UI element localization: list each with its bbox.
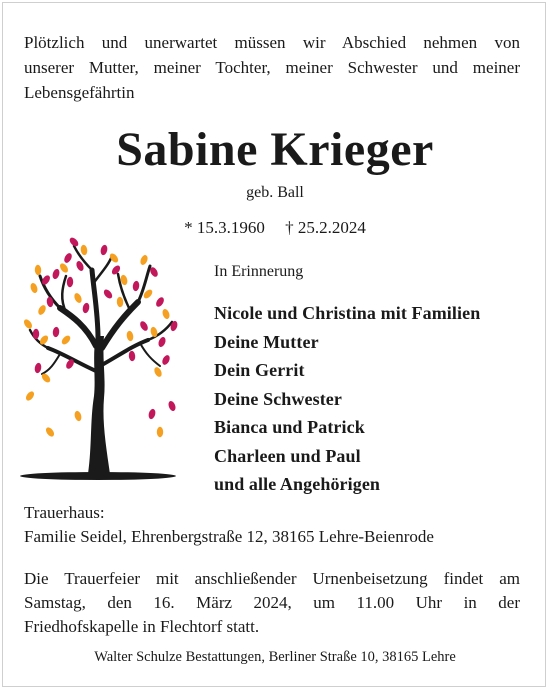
- leaf-icon: [73, 292, 83, 304]
- memory-heading: In Erinnerung: [214, 263, 304, 280]
- leaf-icon: [52, 326, 59, 337]
- service-line: Die Trauerfeier mit anschließender Urnenbeisetzung findet am: [24, 569, 520, 588]
- leaf-icon: [157, 427, 163, 437]
- leaf-icon: [82, 302, 90, 314]
- mourning-house-address: Familie Seidel, Ehrenbergstraße 12, 38165 Lehre-Beienrode: [24, 527, 434, 546]
- leaf-icon: [116, 297, 123, 308]
- leaf-icon: [24, 390, 35, 402]
- mourner-entry: Deine Schwester: [214, 388, 342, 409]
- leaf-icon: [154, 296, 165, 308]
- leaf-icon: [102, 288, 114, 300]
- deceased-name: Sabine Krieger: [116, 123, 434, 176]
- undertaker-info: Walter Schulze Bestattungen, Berliner Straße 10, 38165 Lehre: [94, 649, 456, 665]
- service-line: Friedhofskapelle in Flechtorf statt.: [24, 617, 260, 636]
- leaf-icon: [60, 334, 72, 346]
- leaf-icon: [35, 265, 42, 276]
- intro-text: [24, 30, 520, 105]
- mourners-list: [214, 299, 480, 499]
- mourner-entry: und alle Angehörigen: [214, 474, 381, 494]
- leaf-icon: [37, 304, 48, 316]
- mourner-entry: Charleen und Paul: [214, 445, 361, 466]
- service-info: [24, 567, 520, 639]
- leaf-icon: [132, 280, 140, 291]
- death-date: † 25.2.2024: [285, 218, 366, 237]
- birth-date: * 15.3.1960: [184, 218, 265, 237]
- leaf-icon: [161, 354, 171, 366]
- mourner-entry: Nicole und Christina mit Familien: [214, 303, 481, 323]
- leaf-icon: [44, 426, 55, 438]
- leaf-icon: [80, 244, 88, 255]
- leaf-icon: [29, 282, 38, 294]
- leaf-icon: [73, 410, 82, 422]
- leaf-icon: [157, 336, 167, 348]
- leaf-icon: [147, 408, 156, 420]
- intro-line: unserer Mutter, meiner Tochter, meiner Schwester und meiner: [24, 58, 520, 77]
- leaf-icon: [153, 366, 163, 378]
- leaf-icon: [34, 362, 42, 373]
- leaf-icon: [167, 400, 177, 412]
- tree-with-falling-leaves-icon: [20, 236, 190, 486]
- life-dates: [0, 218, 550, 238]
- leaf-icon: [128, 351, 135, 362]
- mourning-house-label: Trauerhaus:: [24, 503, 105, 522]
- leaf-icon: [100, 244, 109, 256]
- leaf-icon: [67, 277, 74, 288]
- leaf-icon: [63, 252, 74, 264]
- born-name: geb. Ball: [246, 184, 304, 201]
- leaf-icon: [110, 264, 122, 276]
- leaf-icon: [139, 254, 149, 266]
- leaf-icon: [58, 262, 69, 274]
- service-line: Samstag, den 16. März 2024, um 11.00 Uhr in der: [24, 593, 520, 612]
- mourner-entry: Dein Gerrit: [214, 360, 305, 380]
- leaf-icon: [161, 308, 171, 320]
- leaf-icon: [51, 268, 60, 280]
- leaf-icon: [22, 318, 33, 330]
- intro-line: Lebensgefährtin: [24, 83, 135, 102]
- intro-line: Plötzlich und unerwartet müssen wir Abschied nehmen von: [24, 33, 520, 52]
- leaf-icon: [139, 320, 150, 332]
- leaf-icon: [126, 330, 134, 341]
- mourner-entry: Deine Mutter: [214, 331, 319, 352]
- mourner-entry: Bianca und Patrick: [214, 417, 365, 437]
